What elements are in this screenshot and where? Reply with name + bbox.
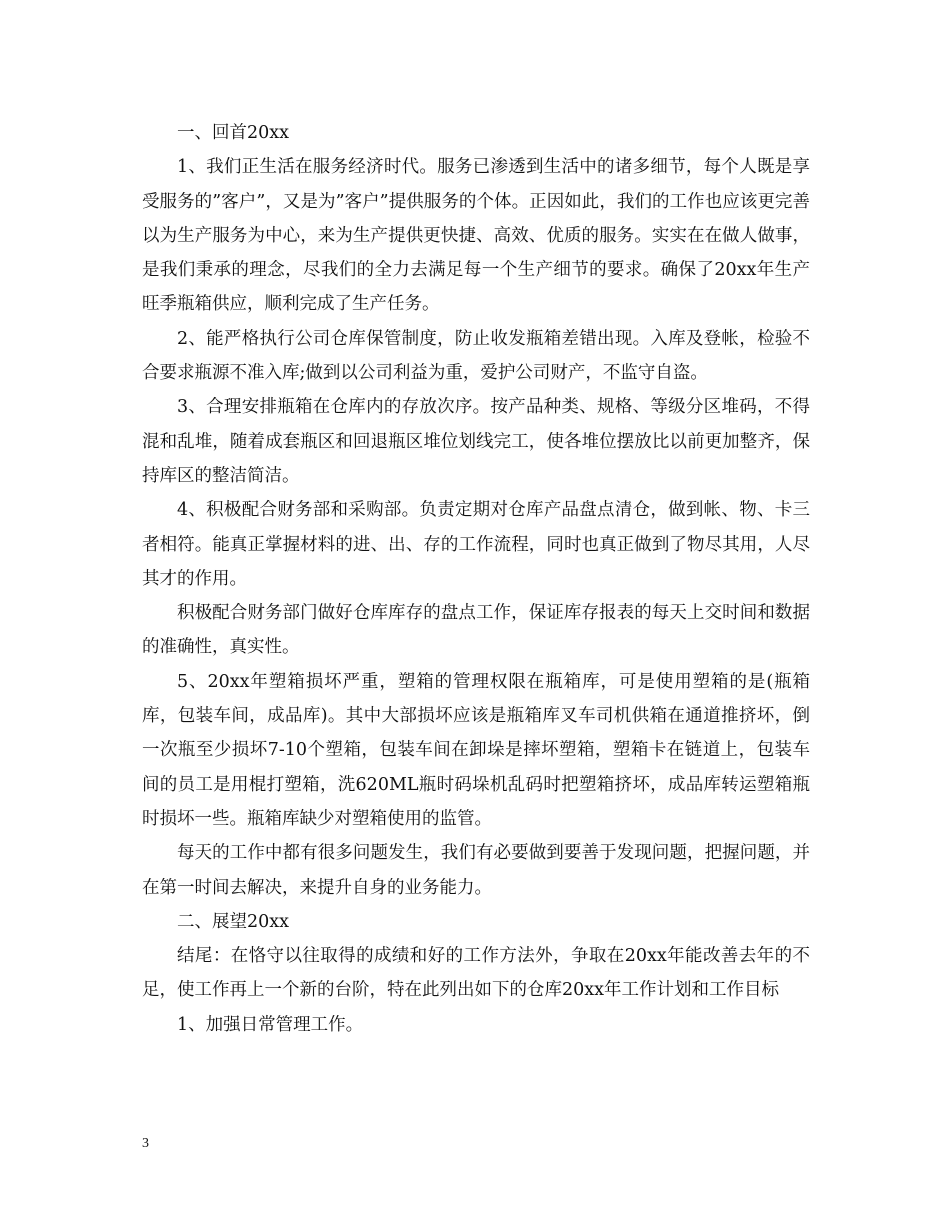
paragraph-daily-management: 1、加强日常管理工作。 xyxy=(177,1014,364,1035)
paragraph-conclusion: 结尾：在恪守以往取得的成绩和好的工作方法外，争取在20xx年能改善去年的不足，使工作再上一个新的台阶，特在此列出如下的仓库20xx年工作计划和工作目标 xyxy=(142,946,810,1001)
paragraph-service-economy: 1、我们正生活在服务经济时代。服务已渗透到生活中的诸多细节，每个人既是享受服务的”客户”，又是为”客户”提供服务的个体。正因如此，我们的工作也应该更完善以为生产服务为中心，来为生产提供更快捷、高效、优质的服务。实实在在做人做事，是我们秉承的理念，尽我们的全力去满足每一个生产细节的要求。确保了20xx年生产旺季瓶箱供应，顺利完成了生产任务。 xyxy=(142,157,810,315)
section-heading-outlook: 二、展望20xx xyxy=(177,911,290,932)
paragraph-crate-damage: 5、20xx年塑箱损坏严重，塑箱的管理权限在瓶箱库，可是使用塑箱的是(瓶箱库，包装车间，成品库)。其中大部损坏应该是瓶箱库叉车司机供箱在通道推挤坏，倒一次瓶至少损坏7-10个塑箱，包装车间在卸垛是摔坏塑箱，塑箱卡在链道上，包装车间的员工是用棍打塑箱，洗620ML瓶时码垛机乱码时把塑箱挤坏，成品库转运塑箱瓶时损坏一些。瓶箱库缺少对塑箱使用的监管。 xyxy=(142,671,810,829)
paragraph-warehouse-rules: 2、能严格执行公司仓库保管制度，防止收发瓶箱差错出现。入库及登帐，检验不合要求瓶源不准入库;做到以公司利益为重，爱护公司财产，不监守自盗。 xyxy=(142,328,810,384)
section-heading-review: 一、回首20xx xyxy=(177,123,290,143)
paragraph-daily-problems: 每天的工作中都有很多问题发生，我们有必要做到要善于发现问题，把握问题，并在第一时间去解决，来提升自身的业务能力。 xyxy=(142,843,810,898)
page-number: 3 xyxy=(142,1136,149,1151)
paragraph-finance-cooperation: 4、积极配合财务部和采购部。负责定期对仓库产品盘点清仓，做到帐、物、卡三者相符。能真正掌握材料的进、出、存的工作流程，同时也真正做到了物尽其用，人尽其才的作用。 xyxy=(142,500,810,589)
paragraph-storage-order: 3、合理安排瓶箱在仓库内的存放次序。按产品种类、规格、等级分区堆码，不得混和乱堆，随着成套瓶区和回退瓶区堆位划线完工，使各堆位摆放比以前更加整齐，保持库区的整洁简洁。 xyxy=(142,397,810,486)
document-body xyxy=(142,116,810,1042)
paragraph-inventory-count: 积极配合财务部门做好仓库库存的盘点工作，保证库存报表的每天上交时间和数据的准确性，真实性。 xyxy=(142,603,810,658)
